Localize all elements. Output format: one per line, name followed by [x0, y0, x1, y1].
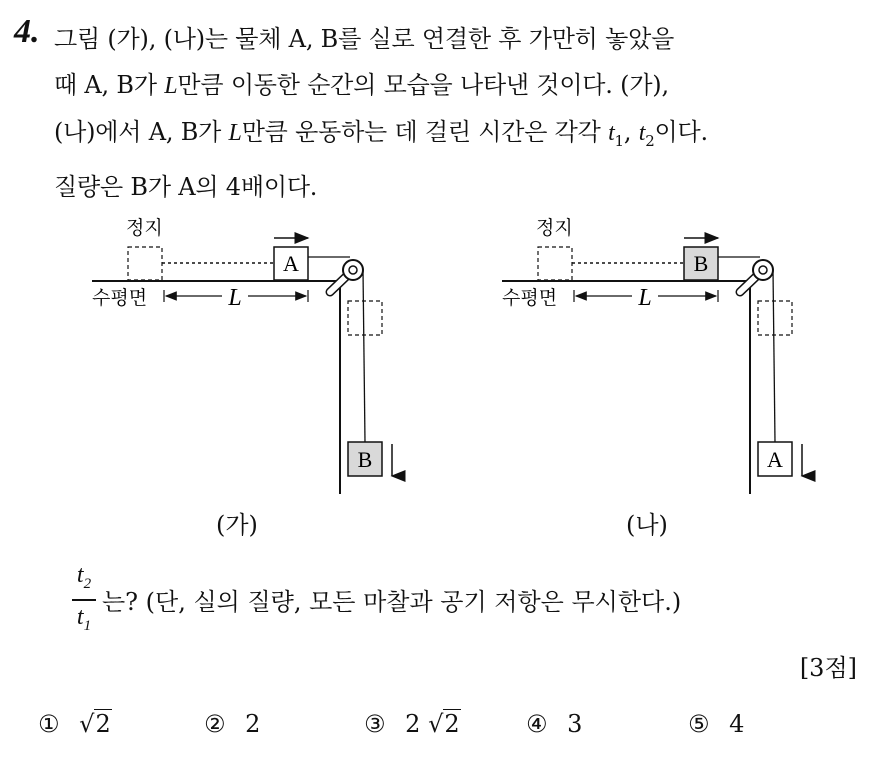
figure-diagrams — [0, 208, 881, 548]
sub-1: 1 — [83, 617, 92, 634]
stem-line-4: 질량은 B가 A의 4배이다. — [54, 172, 318, 201]
sub-2: 2 — [83, 575, 92, 592]
initial-hanging-position-box — [348, 301, 382, 335]
fraction-bar — [72, 599, 96, 601]
question-number: 4. — [14, 13, 40, 50]
choice-coef: 2 — [405, 710, 421, 738]
figure-ga — [92, 217, 392, 494]
stop-label: 정지 — [126, 217, 163, 239]
question-stem — [54, 16, 866, 210]
distance-label: L — [638, 285, 652, 311]
hanging-string — [363, 270, 365, 442]
var-t2: t — [638, 120, 646, 146]
var-t: t — [76, 604, 84, 630]
stem-text: , — [623, 118, 639, 146]
var-L: L — [164, 73, 178, 99]
caption-na: (나) — [626, 511, 668, 539]
choice-2[interactable] — [204, 710, 260, 738]
distance-label: L — [228, 285, 242, 311]
answer-choices — [38, 710, 878, 750]
choice-value: 4 — [729, 710, 745, 738]
var-t1: t — [608, 120, 615, 146]
hanging-block-label: A — [767, 447, 783, 472]
stem-text: 때 A, B가 — [54, 71, 165, 99]
choice-value-sqrt2: √2 — [79, 710, 111, 738]
radicand: 2 — [444, 710, 460, 738]
hanging-block-label: B — [357, 447, 373, 472]
var-t: t — [76, 562, 84, 588]
choice-value-sqrt2: √2 — [428, 710, 460, 738]
choice-value: 3 — [567, 710, 583, 738]
choice-3[interactable] — [364, 710, 461, 738]
stem-line-1: 그림 (가), (나)는 물체 A, B를 실로 연결한 후 가만히 놓았을 — [54, 25, 675, 53]
block-on-table-label: A — [283, 251, 299, 276]
figure-na — [502, 217, 802, 494]
pulley-axle — [759, 266, 767, 274]
choice-5[interactable] — [688, 710, 744, 738]
pulley-axle — [349, 266, 357, 274]
fraction-denominator — [70, 604, 98, 635]
hanging-string — [773, 270, 775, 442]
ratio-question-text: 는? (단, 실의 질량, 모든 마찰과 공기 저항은 무시한다.) — [102, 588, 682, 616]
choice-marker: ① — [38, 710, 60, 738]
radicand: 2 — [95, 710, 111, 738]
caption-ga: (가) — [216, 511, 258, 539]
choice-marker: ⑤ — [688, 710, 710, 738]
surface-label: 수평면 — [92, 287, 148, 309]
initial-position-box — [538, 247, 572, 280]
fraction-numerator — [70, 562, 98, 593]
choice-4[interactable] — [526, 710, 582, 738]
initial-hanging-position-box — [758, 301, 792, 335]
var-L: L — [228, 120, 242, 146]
choice-marker: ④ — [526, 710, 548, 738]
stem-line-2 — [54, 62, 866, 109]
stem-text: (나)에서 A, B가 — [54, 118, 229, 146]
surface-label: 수평면 — [502, 287, 558, 309]
choice-1[interactable] — [38, 710, 112, 738]
choice-marker: ② — [204, 710, 226, 738]
stem-text: 만큼 이동한 순간의 모습을 나타낸 것이다. (가), — [177, 71, 669, 99]
initial-position-box — [128, 247, 162, 280]
sub-1: 1 — [614, 131, 624, 150]
stem-text: 만큼 운동하는 데 걸린 시간은 각각 — [241, 118, 609, 146]
stop-label: 정지 — [536, 217, 573, 239]
stem-text: 이다. — [654, 118, 708, 146]
sub-2: 2 — [645, 131, 655, 150]
block-on-table-label: B — [693, 251, 709, 276]
stem-line-3 — [54, 109, 866, 164]
choice-value: 2 — [245, 710, 261, 738]
choice-marker: ③ — [364, 710, 386, 738]
points-label: [3점] — [799, 654, 857, 682]
